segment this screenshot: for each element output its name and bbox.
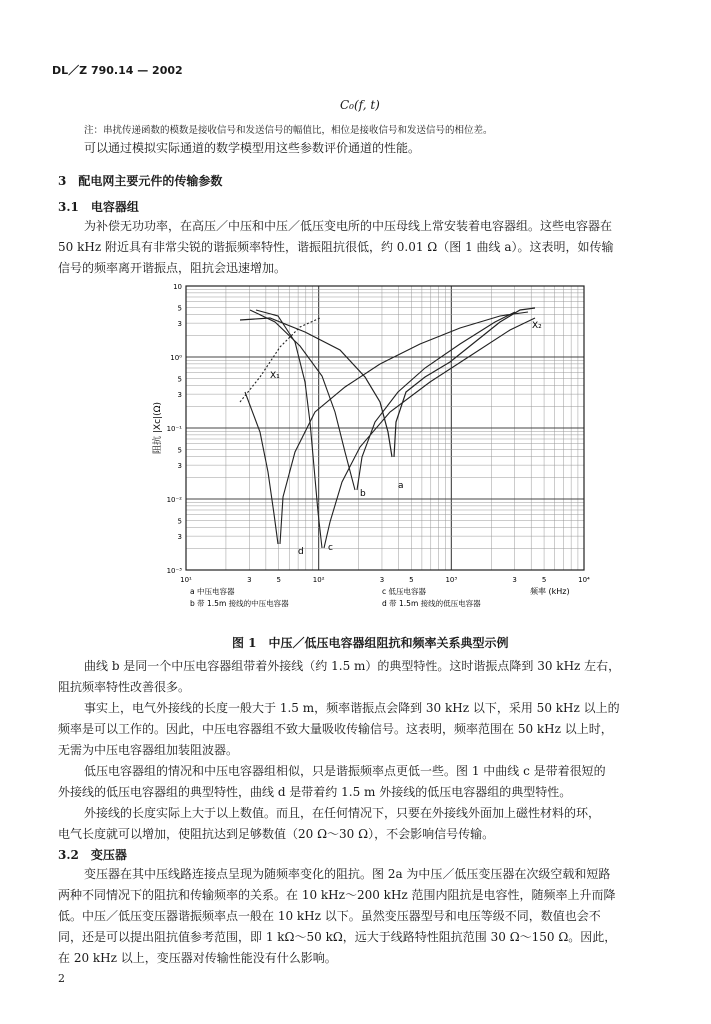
paragraph-line: 两种不同情况下的阻抗和传输频率的关系。在 10 kHz～200 kHz 范围内阻抗是电容性，随频率上升而降 [58, 888, 616, 902]
x-axis-label: 频率 (kHz) [530, 587, 570, 596]
paragraph-line: 事实上，电气外接线的长度一般大于 1.5 m，频率谐振点会降到 30 kHz 以下，采用 50 kHz 以上的 [84, 701, 620, 715]
paragraph-line: 阻抗频率特性改善很多。 [58, 680, 191, 694]
legend-c: c 低压电容器 [382, 587, 427, 596]
paragraph-line: 无需为中压电容器组加装阻波器。 [58, 743, 239, 757]
y-tick-label: 5 [177, 446, 182, 455]
x-tick-label: 5 [276, 576, 281, 584]
y-tick-label: 5 [177, 517, 182, 526]
x-axis-ticks [180, 576, 590, 584]
paragraph-line: 外接线的长度实际上大于以上数值。而且，在任何情况下，只要在外接线外面加上磁性材料的环， [84, 806, 601, 820]
curve-label-x1: X₁ [270, 371, 280, 381]
figure-caption: 图 1 中压／低压电容器组阻抗和频率关系典型示例 [232, 636, 509, 650]
y-tick-label: 3 [177, 462, 182, 471]
section-heading: 3 配电网主要元件的传输参数 [58, 174, 223, 188]
paragraph-line: 50 kHz 附近具有非常尖锐的谐振频率特性，谐振阻抗很低，约 0.01 Ω（图 1 曲线 a）。这表明，如传输 [58, 240, 614, 254]
paragraph-line: 低。中压／低压变压器谐振频率点一般在 10 kHz 以下。虽然变压器型号和电压等级不同，数值也会不 [58, 909, 601, 923]
paragraph-line: 在 20 kHz 以上，变压器对传输性能没有什么影响。 [58, 951, 337, 965]
subsection-heading: 3.1 电容器组 [58, 200, 139, 214]
y-tick-label: 10⁻³ [166, 567, 182, 575]
x-tick-label: 10⁴ [578, 576, 590, 584]
y-tick-label: 3 [177, 320, 182, 329]
paragraph-line: 电气长度就可以增加，使阻抗达到足够数值（20 Ω～30 Ω），不会影响信号传输。 [58, 827, 495, 841]
paragraph-line: 低压电容器组的情况和中压电容器组相似，只是谐振频率点更低一些。图 1 中曲线 c 是带着很短的 [84, 764, 606, 778]
y-tick-label: 10⁰ [170, 354, 182, 362]
paragraph-line: 信号的频率离开谐振点，阻抗会迅速增加。 [58, 261, 287, 275]
curve-label-a: a [398, 481, 404, 491]
y-tick-label: 10⁻¹ [166, 425, 182, 433]
subsection-heading: 3.2 变压器 [58, 848, 127, 862]
paragraph: 可以通过模拟实际通道的数学模型用这些参数评价通道的性能。 [84, 141, 421, 155]
y-axis-label: 阻抗 |Xc|(Ω) [153, 402, 163, 454]
chart-grid [186, 286, 584, 570]
y-tick-label: 10⁻² [166, 496, 182, 504]
curve-label-d: d [298, 547, 304, 557]
formula: C₀(f, t) [340, 98, 380, 112]
paragraph-line: 频率是可以工作的。因此，中压电容器组不致大量吸收传输信号。这表明，频率范围在 50 kHz 以上时， [58, 722, 613, 736]
paragraph-line: 曲线 b 是同一个中压电容器组带着外接线（约 1.5 m）的典型特性。这时谐振点降到 30 kHz 左右， [84, 659, 621, 673]
y-tick-label: 5 [177, 304, 182, 313]
x-tick-label: 10² [312, 576, 325, 584]
paragraph-line: 变压器在其中压线路连接点呈现为随频率变化的阻抗。图 2a 为中压／低压变压器在次级空载和短路 [84, 867, 611, 881]
x-tick-label: 3 [247, 576, 252, 584]
legend-a: a 中压电容器 [190, 587, 235, 596]
curve-label-b: b [360, 489, 366, 499]
curve-c-low [245, 392, 278, 544]
paragraph-line: 同，还是可以提出阻抗值参考范围，即 1 kΩ～50 kΩ，远大于线路特性阻抗范围 30 Ω～150 Ω。因此， [58, 930, 617, 944]
paragraph-line: 为补偿无功功率，在高压／中压和中压／低压变电所的中压母线上常安装着电容器组。这些电容器在 [84, 219, 613, 233]
y-tick-label: 3 [177, 391, 182, 400]
page-number: 2 [58, 972, 65, 985]
legend-d: d 带 1.5m 接线的低压电容器 [382, 599, 481, 608]
curve-d-right [324, 318, 535, 548]
y-tick-label: 5 [177, 375, 182, 384]
x-tick-label: 10¹ [180, 576, 192, 584]
figure-impedance-chart [150, 282, 600, 620]
y-tick-label: 3 [177, 533, 182, 542]
x-tick-label: 3 [512, 576, 517, 584]
table-note: 注：串扰传递函数的模数是接收信号和发送信号的幅值比，相位是接收信号和发送信号的相位差。 [84, 125, 493, 136]
y-tick-label: 10 [173, 283, 182, 291]
document-header: DL／Z 790.14 — 2002 [52, 64, 183, 77]
x-tick-label: 5 [409, 576, 414, 584]
paragraph-line: 外接线的低压电容器组的典型特性，曲线 d 是带着约 1.5 m 外接线的低压电容器组的典型特性。 [58, 785, 572, 799]
x-tick-label: 5 [541, 576, 547, 584]
y-axis-ticks [167, 283, 183, 575]
legend-b: b 带 1.5m 接线的中压电容器 [190, 599, 289, 608]
x-tick-label: 10³ [445, 576, 458, 584]
x-tick-label: 3 [379, 576, 385, 584]
curve-label-c: c [328, 543, 333, 553]
curve-label-x2: X₂ [532, 321, 542, 331]
